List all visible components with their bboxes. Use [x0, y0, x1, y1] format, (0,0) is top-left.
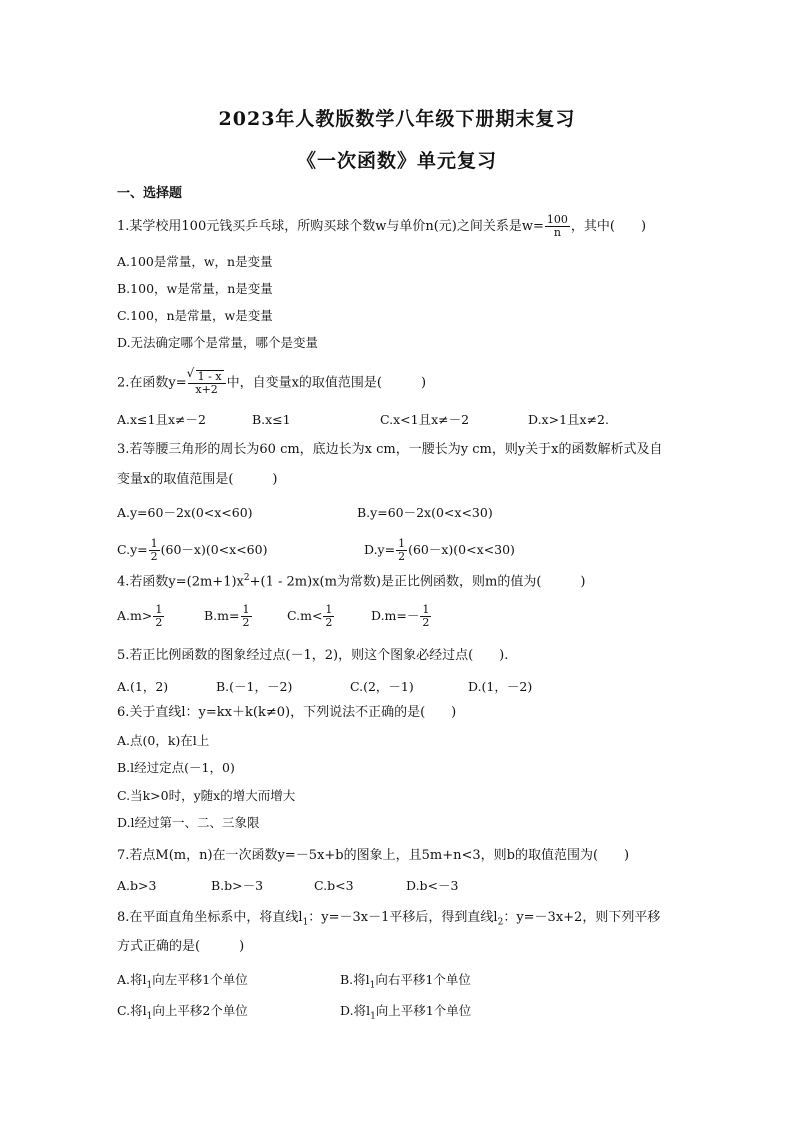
q3-option-c-suffix: (60－x)(0<x<60): [160, 542, 268, 557]
option-sub: 1: [370, 1011, 376, 1022]
option-sub: 1: [146, 1011, 153, 1022]
question-7-stem: 7.若点M(m，n)在一次函数y=－5x+b的图象上，且5m+n<3，则b的取值范围为( ): [117, 848, 630, 863]
frac-den: 2: [242, 616, 250, 629]
q5-option-d: D.(1，－2): [468, 679, 533, 694]
q4-stem-a: 4.若函数y=(2m+1)x: [117, 574, 244, 590]
q3-option-d-suffix: (60－x)(0<x<30): [408, 542, 515, 557]
q2-fraction: [188, 370, 226, 396]
q3-option-c-frac: [149, 538, 160, 563]
q4-option-a-label: A.m>: [117, 608, 153, 623]
q8-sub-1: 1: [302, 917, 309, 928]
page-title: 2023年人教版数学八年级下册期末复习: [218, 108, 576, 130]
q8-stem-b: ：y=－3x－1平移后，得到直线l: [308, 910, 498, 925]
q3-option-b: B.y=60－2x(0<x<30): [357, 505, 493, 520]
q2-sqrt: √ 1 - x: [196, 370, 224, 383]
frac-den: 2: [155, 616, 163, 629]
q3-option-c-prefix: C.y=: [117, 542, 148, 557]
q1-frac-den: n: [553, 226, 561, 239]
q8-option-c: [117, 1001, 248, 1027]
q8-stem-c: ：y=－3x+2，则下列平移: [503, 910, 661, 925]
q1-stem-a: 1.某学校用100元钱买乒乓球，所购买球个数w与单价n(元)之间关系是w=: [117, 219, 544, 234]
option-label: B.: [340, 972, 354, 987]
question-2-stem: [117, 370, 426, 396]
q4-stem-b: +(1 - 2m)x(m为常数)是正比例函数，则m的值为( ): [249, 574, 586, 590]
q2-option-b: B.x≤1: [252, 412, 291, 427]
q6-option-a: A.点(0，k)在l上: [117, 733, 210, 748]
q7-option-d: D.b<－3: [406, 878, 459, 893]
frac-den: 2: [398, 550, 406, 563]
q2-option-d: D.x>1且x≠2.: [528, 412, 609, 427]
section-heading: 一、选择题: [117, 186, 183, 201]
q4-option-b-label: B.m=: [204, 608, 240, 623]
q3-option-a: A.y=60－2x(0<x<60): [117, 505, 253, 520]
q2-frac-den: x+2: [195, 383, 218, 396]
q5-option-b: B.(－1，－2): [216, 679, 293, 694]
q1-fraction: [545, 214, 570, 239]
q1-option-c: C.100，n是常量，w是变量: [117, 308, 273, 323]
q2-stem-b: 中，自变量x的取值范围是( ): [226, 375, 427, 391]
q2-stem-a: 2.在函数y=: [117, 375, 187, 391]
option-prefix: 将l: [130, 1003, 147, 1018]
q7-option-c: C.b<3: [314, 878, 354, 893]
option-prefix: 将l: [130, 972, 147, 987]
q4-option-d: [371, 604, 432, 629]
option-prefix: 将l: [353, 972, 370, 987]
option-rest: 向上平移1个单位: [375, 1003, 472, 1018]
q3-option-d-frac: [396, 538, 407, 563]
option-prefix: 将l: [353, 1003, 371, 1018]
q4-option-b-frac: [241, 604, 252, 629]
q8-option-a: [117, 970, 248, 996]
q1-stem-b: ，其中( ): [570, 219, 647, 234]
question-5-stem: 5.若正比例函数的图象经过点(－1，2)，则这个图象必经过点( ).: [117, 648, 509, 663]
question-6-stem: 6.关于直线l：y=kx＋k(k≠0)，下列说法不正确的是( ): [117, 705, 457, 720]
q2-option-c: C.x<1且x≠－2: [380, 412, 470, 427]
q8-stem-a: 8.在平面直角坐标系中，将直线l: [117, 910, 303, 925]
option-label: D.: [340, 1003, 354, 1018]
q4-option-a: [117, 604, 165, 629]
option-rest: 向上平移2个单位: [152, 1003, 248, 1018]
q7-option-b: B.b>－3: [211, 878, 264, 893]
q7-option-a: A.b>3: [117, 878, 157, 893]
q5-option-a: A.(1，2): [117, 679, 169, 694]
q4-option-d-label: D.m=－: [371, 608, 420, 623]
frac-num: 1: [242, 603, 250, 616]
q8-sub-2: 2: [497, 917, 504, 928]
q4-option-c-frac: [323, 604, 334, 629]
q3-option-c: [117, 538, 267, 563]
q8-option-b: [340, 970, 471, 996]
option-label: A.: [117, 972, 131, 987]
frac-den: 2: [150, 550, 158, 563]
q4-exponent: 2: [243, 573, 250, 583]
option-sub: 1: [369, 980, 376, 991]
q5-option-c: C.(2，－1): [350, 679, 414, 694]
q3-option-d: [364, 538, 515, 563]
question-3-stem-line1: 3.若等腰三角形的周长为60 cm，底边长为x cm，一腰长为y cm，则y关于x的函数解析式及自: [117, 442, 663, 457]
q6-option-b: B.l经过定点(－1，0): [117, 760, 235, 775]
question-8-stem-line2: 方式正确的是( ): [117, 939, 245, 954]
q1-option-b: B.100，w是常量，n是变量: [117, 281, 273, 296]
frac-num: 1: [155, 603, 163, 616]
q1-option-a: A.100是常量，w，n是变量: [117, 254, 273, 269]
frac-den: 2: [422, 616, 430, 629]
question-4-stem: [117, 568, 585, 592]
question-3-stem-line2: 变量x的取值范围是( ): [117, 472, 278, 487]
q4-option-d-frac: [420, 604, 431, 629]
frac-num: 1: [150, 537, 158, 550]
q6-option-c: C.当k>0时，y随x的增大而增大: [117, 788, 296, 803]
q2-option-a: A.x≤1且x≠－2: [117, 412, 206, 427]
q4-option-c: [287, 604, 335, 629]
q1-option-d: D.无法确定哪个是常量，哪个是变量: [117, 335, 319, 350]
q3-option-d-prefix: D.y=: [364, 542, 396, 557]
q4-option-c-label: C.m<: [287, 608, 323, 623]
page-subtitle: 《一次函数》单元复习: [296, 150, 497, 172]
option-rest: 向左平移1个单位: [152, 972, 248, 987]
question-1-stem: [117, 214, 646, 239]
frac-num: 1: [398, 537, 406, 550]
q1-frac-num: 100: [546, 213, 568, 226]
frac-num: 1: [325, 603, 333, 616]
question-8-stem-line1: [117, 908, 660, 933]
option-rest: 向右平移1个单位: [375, 972, 471, 987]
q8-option-d: [340, 1001, 471, 1027]
option-label: C.: [117, 1003, 131, 1018]
q4-option-b: [204, 604, 253, 629]
frac-num: 1: [422, 603, 430, 616]
frac-den: 2: [325, 616, 333, 629]
q6-option-d: D.l经过第一、二、三象限: [117, 815, 260, 830]
option-sub: 1: [146, 980, 153, 991]
q4-option-a-frac: [153, 604, 164, 629]
